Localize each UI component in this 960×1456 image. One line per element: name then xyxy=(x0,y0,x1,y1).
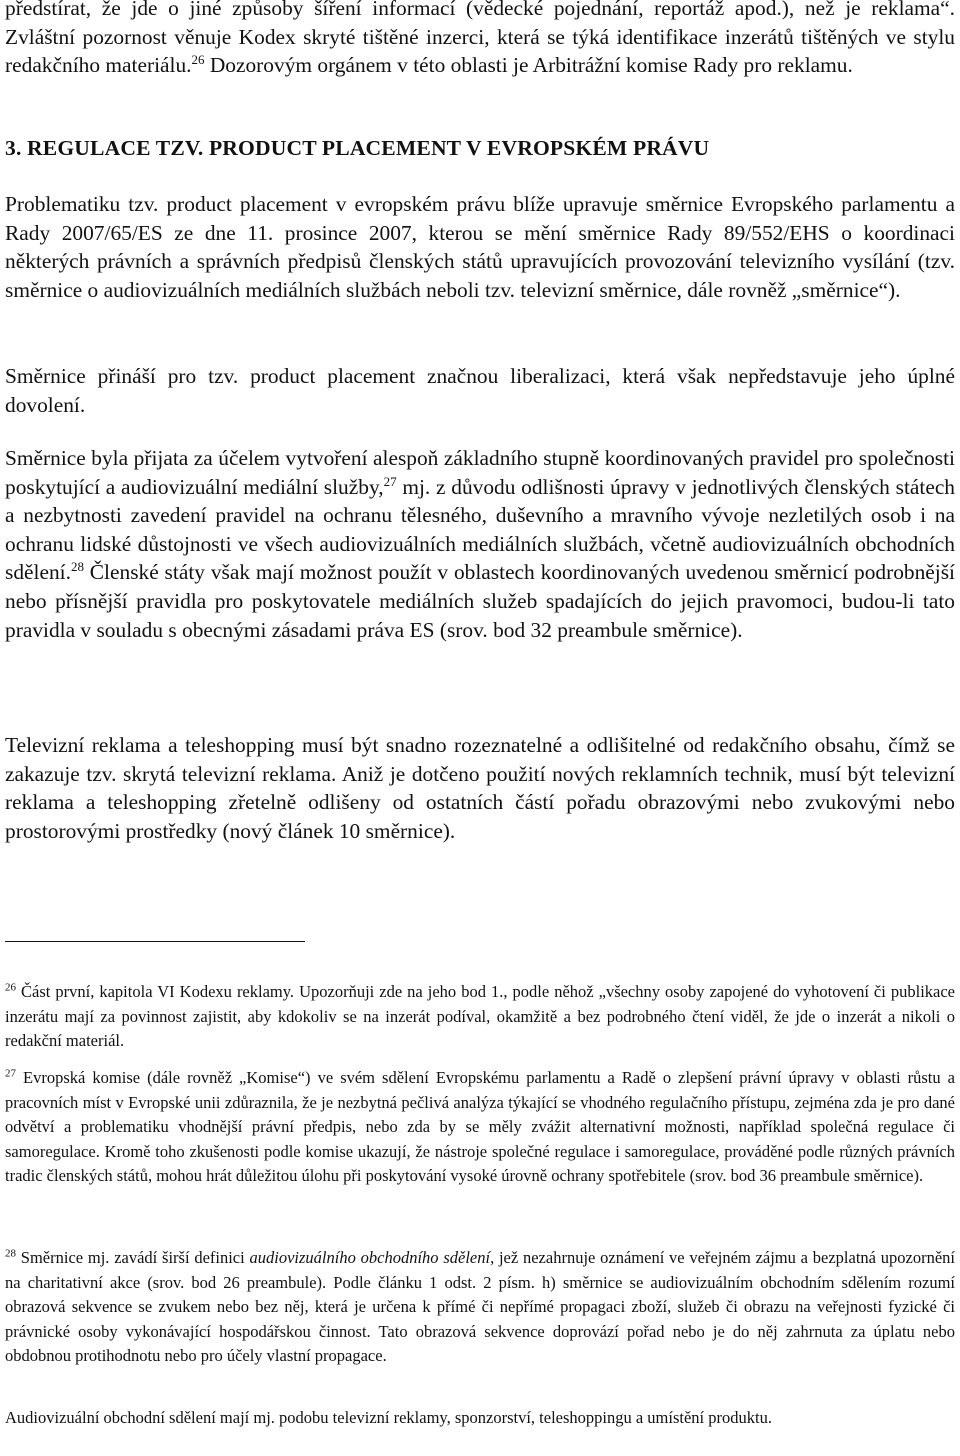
intro-paragraph: předstírat, že jde o jiné způsoby šíření informací (vědecké pojednání, reportáž apod.), než je reklama“. Zvláštní pozornost věnuje Kodex skryté tištěné inzerci, která se týká identifikace inzerátů tištěných ve stylu redakčního materiálu.$^{26}$ Dozorovým orgánem v této oblasti je Arbitrážní komise Rady pro reklamu. xyxy=(5,0,955,78)
footnote-number: 28 xyxy=(5,1247,16,1260)
footnote-ref-27[interactable]: 27 xyxy=(383,473,397,489)
footnote-27: $^{27}$ Evropská komise (dále rovněž „Komise“) ve svém sdělení Evropskému parlamentu a Radě o zlepšení právní úpravy v oblasti růstu a pracovních míst v Evropské unii zdůraznila, že je nezbytná pečlivá analýza týkající se vhodného regulačního přístupu, zejména zda je pro dané odvětví a problematiku vhodnější právní předpis, nebo zda by se měly zvážit alternativní možnosti, například společná regulace či samoregulace. Kromě toho zkušenosti podle komise ukazují, že nástroje společné regulace i samoregulace, prováděné podle různých právních tradic členských států, mohou hrát důležitou úlohu při poskytování vysoké úrovně ochrany spotřebitele (srov. bod 36 preambule směrnice). xyxy=(5,1067,955,1186)
footnote-number: 26 xyxy=(5,981,16,994)
footnote-italic-term: audiovizuálního obchodního sdělení xyxy=(249,1248,491,1267)
paragraph-reklama: Televizní reklama a teleshopping musí být snadno rozeznatelné a odlišitelné od redakčního obsahu, čímž se zakazuje tzv. skrytá televizní reklama. Aniž je dotčeno použití nových reklamních technik, musí být televizní reklama a teleshopping zřetelně odlišeny od ostatních částí pořadu obrazovými nebo zvukovými nebo prostorovými prostředky (nový článek 10 směrnice). xyxy=(5,733,955,843)
footnote-28: $^{28}$ Směrnice mj. zavádí širší definici audiovizuálního obchodního sdělení, jež nezahrnuje oznámení ve veřejném zájmu a bezplatná upozornění na charitativní akce (srov. bod 26 preambule). Podle článku 1 odst. 2 písm. h) směrnice se audiovizuálním obchodním sdělením rozumí obrazová sekvence se zvukem nebo bez něj, která je určena k přímé či nepřímé propagaci zboží, služeb či obrazu na veřejnosti fyzické či právnické osoby vykonávající hospodářskou činnost. Tato obrazová sekvence doprovází pořad nebo je do něj zahrnuta za úplatu nebo obdobnou protihodnotu nebo pro účely vlastní propagace. xyxy=(5,1247,956,1366)
footnote-number: 27 xyxy=(5,1067,16,1080)
footnote-ref-26[interactable]: 26 xyxy=(191,52,205,68)
paragraph-liberalizace: Směrnice přináší pro tzv. product placement značnou liberalizaci, která však nepředstavuje jeho úplné dovolení. xyxy=(5,364,955,417)
paragraph-problematika: Problematiku tzv. product placement v evropském právu blíže upravuje směrnice Evropského parlamentu a Rady 2007/65/ES ze dne 11. prosince 2007, kterou se mění směrnice Rady 89/552/EHS o koordinaci některých právních a správních předpisů členských států upravujících provozování televizního vysílání (tzv. směrnice o audiovizuálních mediálních službách neboli tzv. televizní směrnice, dále rovněž „směrnice“). xyxy=(5,192,955,302)
section-heading: 3. REGULACE TZV. PRODUCT PLACEMENT V EVROPSKÉM PRÁVU xyxy=(5,136,710,160)
footnote-26: $^{26}$ Část první, kapitola VI Kodexu reklamy. Upozorňuji zde na jeho bod 1., podle něhož „všechny osoby zapojené do vyhotovení či publikace inzerátu mají za povinnost zajistit, aby kdokoliv se na inzerát podíval, okamžitě a bez podrobného čtení viděl, že jde o inzerát a nikoli o redakční materiál. xyxy=(5,981,955,1051)
footnote-separator xyxy=(5,941,305,942)
footnote-ref-28[interactable]: 28 xyxy=(70,559,84,575)
paragraph-koordinace: Směrnice byla přijata za účelem vytvoření alespoň základního stupně koordinovaných pravidel pro společnosti poskytující a audiovizuální mediální služby,$^{27}$ mj. z důvodu odlišnosti úpravy v jednotlivých členských státech a nezbytnosti zavedení pravidel na ochranu tělesného, duševního a mravního vývoje nezletilých osob i na ochranu lidské důstojnosti ve všech audiovizuálních mediálních službách, včetně audiovizuálních obchodních sdělení.$^{28}$ Členské státy však mají možnost použít v oblastech koordinovaných uvedenou směrnicí podrobnější nebo přísnější pravidla pro poskytovatele mediálních služeb spadajících do jejich pravomoci, budou-li tato pravidla v souladu s obecnými zásadami práva ES (srov. bod 32 preambule směrnice). xyxy=(5,446,956,642)
footnote-28-continuation: Audiovizuální obchodní sdělení mají mj. podobu televizní reklamy, sponzorství, teleshoppingu a umístění produktu. xyxy=(5,1408,772,1427)
